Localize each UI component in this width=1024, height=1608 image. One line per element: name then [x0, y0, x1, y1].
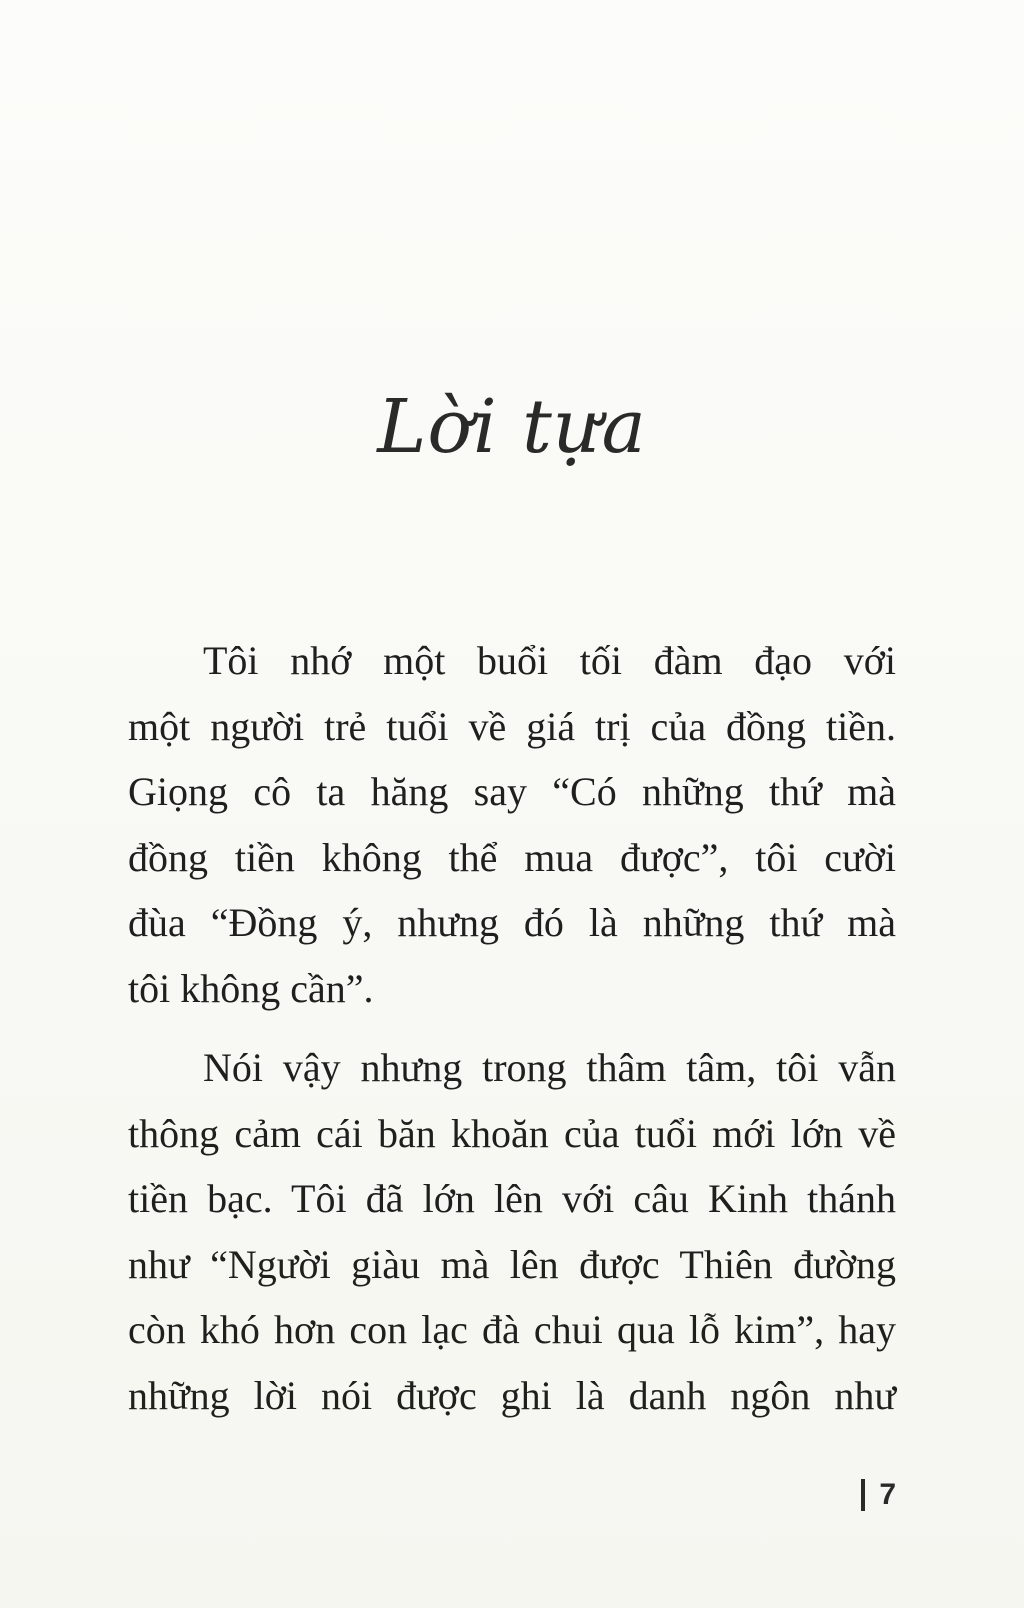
page-number-value: 7	[879, 1478, 896, 1511]
text-line: còn khó hơn con lạc đà chui qua lỗ kim”, hay	[128, 1307, 896, 1352]
text-line: như “Người giàu mà lên được Thiên đường	[128, 1241, 896, 1287]
paragraph-1	[128, 628, 896, 1021]
text-line: Tôi nhớ một buổi tối đàm đạo với	[203, 638, 896, 683]
text-line: những lời nói được ghi là danh ngôn như	[128, 1372, 896, 1418]
text-line: đồng tiền không thể mua được”, tôi cười	[128, 834, 896, 880]
page-number	[861, 1478, 896, 1512]
text-line: Nói vậy nhưng trong thâm tâm, tôi vẫn	[203, 1045, 896, 1090]
text-line: đùa “Đồng ý, nhưng đó là những thứ mà	[128, 900, 896, 945]
text-line: tiền bạc. Tôi đã lớn lên với câu Kinh thánh	[128, 1176, 896, 1221]
text-line: thông cảm cái băn khoăn của tuổi mới lớn về	[128, 1110, 896, 1156]
body-text	[128, 628, 896, 1428]
page-number-divider	[861, 1479, 865, 1511]
text-line: tôi không cần”.	[128, 965, 374, 1011]
text-line: Giọng cô ta hăng say “Có những thứ mà	[128, 769, 896, 814]
paragraph-2	[128, 1035, 896, 1428]
paragraph-gap	[128, 1021, 896, 1035]
chapter-title: Lời tựa	[377, 384, 647, 470]
text-line: một người trẻ tuổi về giá trị của đồng tiền.	[128, 703, 896, 749]
